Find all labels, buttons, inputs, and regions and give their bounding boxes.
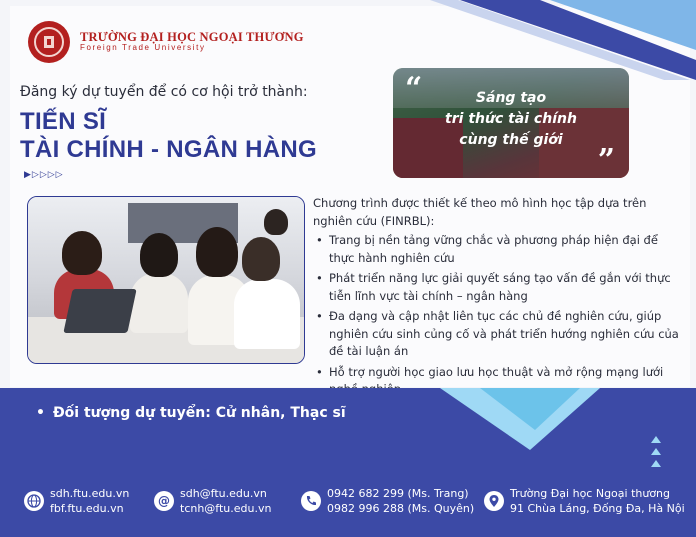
band-triangle-decoration — [440, 388, 600, 450]
address-line2: 91 Chùa Láng, Đống Đa, Hà Nội — [510, 502, 685, 515]
globe-icon — [24, 491, 44, 511]
contact-phone — [301, 486, 474, 516]
slogan-card — [393, 68, 629, 178]
arrow-decoration: ▶▷▷▷▷ — [24, 170, 64, 180]
program-bullets — [313, 232, 685, 402]
slogan-line3: cùng thế giới — [459, 132, 563, 148]
website-link[interactable]: fbf.ftu.edu.vn — [50, 502, 124, 515]
at-icon: @ — [154, 491, 174, 511]
students-photo — [27, 196, 305, 364]
quote-open-icon: “ — [405, 71, 423, 106]
email-link[interactable]: tcnh@ftu.edu.vn — [180, 502, 272, 515]
university-name-en: Foreign Trade University — [80, 43, 206, 53]
phone-number[interactable]: 0942 682 299 (Ms. Trang) — [327, 487, 469, 500]
phone-number[interactable]: 0982 996 288 (Ms. Quyên) — [327, 502, 475, 515]
address-line1: Trường Đại học Ngoại thương — [510, 487, 671, 500]
program-bullet: • Đa dạng và cập nhật liên tục các chủ đề nghiên cứu, giúp nghiên cứu sinh củng cố và phát triển hướng nghiên cứu của đề tài luận án — [313, 308, 685, 361]
small-triangle-icon — [651, 460, 661, 467]
contact-email — [154, 486, 271, 516]
headline-title-line1: TIẾN SĨ — [20, 108, 107, 135]
contact-address — [484, 486, 685, 516]
program-bullet: • Hỗ trợ người học giao lưu học thuật và mở rộng mạng lưới — [313, 364, 685, 399]
audience-bullet: • — [36, 405, 45, 421]
headline-title-line2: TÀI CHÍNH - NGÂN HÀNG — [20, 136, 317, 163]
headline-subtitle: Đăng ký dự tuyển để có cơ hội trở thành: — [20, 84, 308, 100]
slogan-line1: Sáng tạo — [475, 90, 547, 106]
audience-line — [36, 405, 346, 421]
ftu-seal-icon — [28, 21, 70, 63]
program-bullet: • Trang bị nền tảng vững chắc và phương pháp hiện đại để thực hành nghiên cứu — [313, 232, 685, 267]
program-bullet: • Phát triển năng lực giải quyết sáng tạo vấn đề gắn với thực tiễn lĩnh vực tài chính – ngân hàng — [313, 270, 685, 305]
contact-web — [24, 486, 129, 516]
slogan-line2: tri thức tài chính — [445, 111, 577, 127]
slogan-text — [393, 88, 629, 151]
website-link[interactable]: sdh.ftu.edu.vn — [50, 487, 130, 500]
small-triangle-icon — [651, 436, 661, 443]
small-triangle-icon — [651, 448, 661, 455]
email-link[interactable]: sdh@ftu.edu.vn — [180, 487, 267, 500]
quote-close-icon: ” — [597, 143, 615, 178]
university-name-vn: TRƯỜNG ĐẠI HỌC NGOẠI THƯƠNG — [80, 29, 304, 44]
program-intro: Chương trình được thiết kế theo mô hình học tập dựa trên nghiên cứu (FINRBL): — [313, 196, 647, 228]
university-logo — [28, 21, 304, 63]
audience-text: Đối tượng dự tuyển: Cử nhân, Thạc sĩ — [52, 405, 346, 421]
laptop — [63, 289, 136, 333]
phone-icon — [301, 491, 321, 511]
location-pin-icon — [484, 491, 504, 511]
